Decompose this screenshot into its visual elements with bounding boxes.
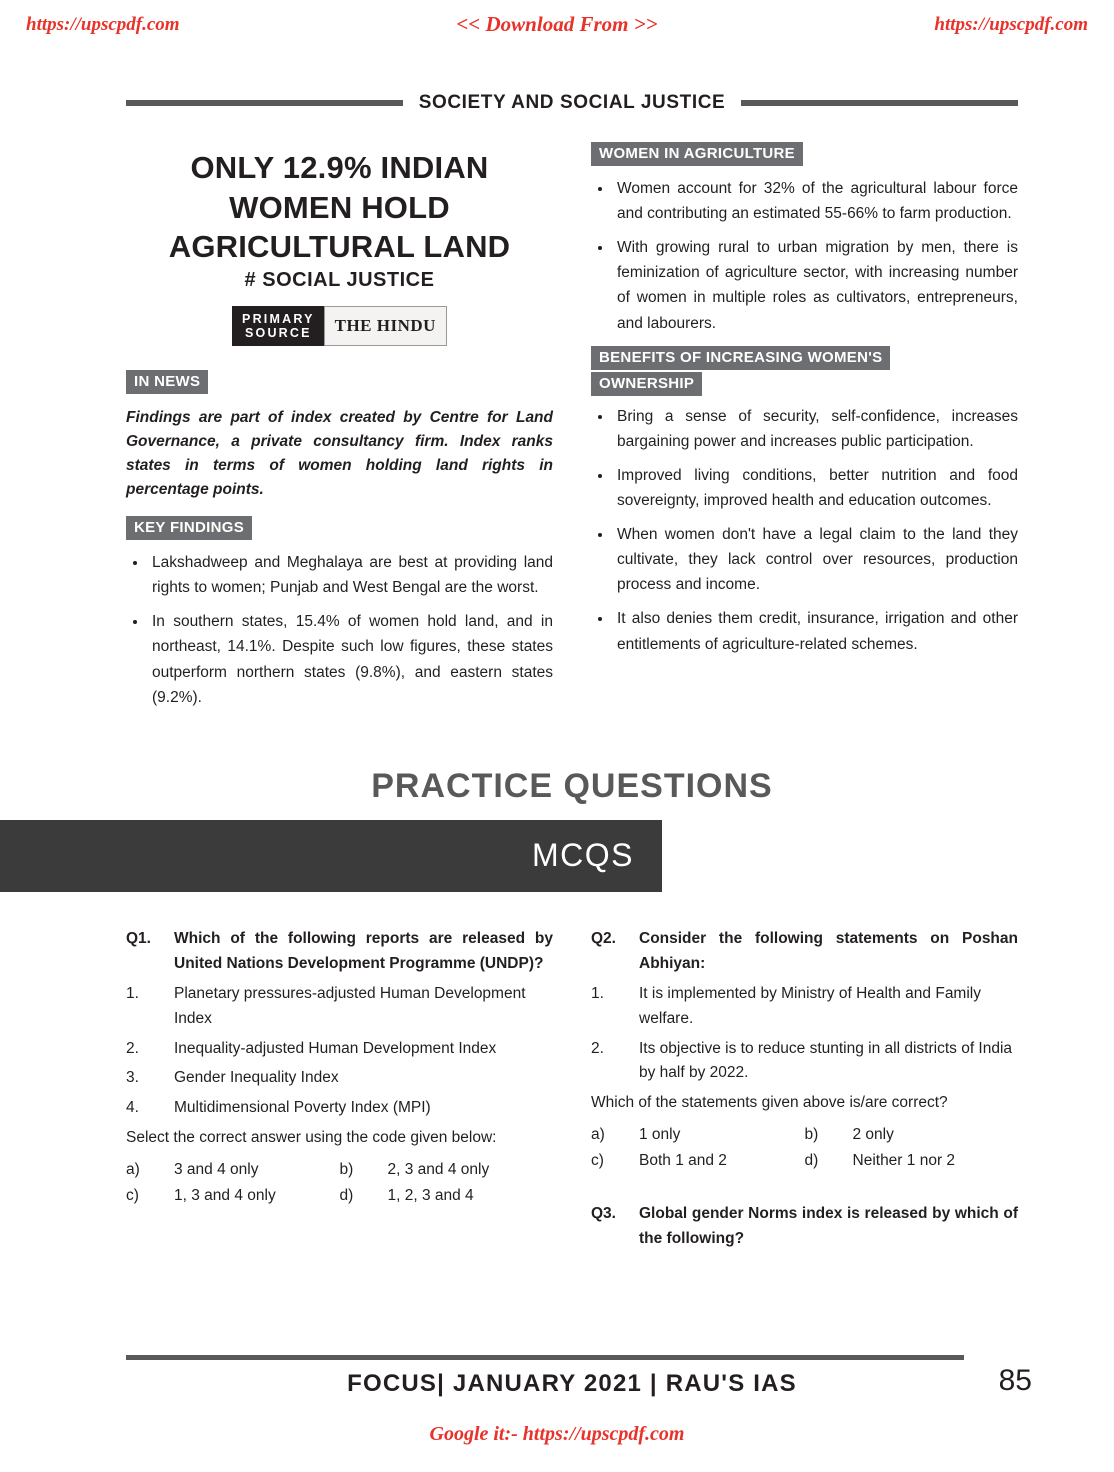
article-headline: ONLY 12.9% INDIAN WOMEN HOLD AGRICULTURAL LAND <box>168 150 511 265</box>
benefits-tag-line2: OWNERSHIP <box>591 372 702 396</box>
page-number: 85 <box>998 1364 1032 1397</box>
question-instruction: Select the correct answer using the code given below: <box>126 1128 497 1146</box>
options-grid <box>126 1157 553 1210</box>
section-title: SOCIETY AND SOCIAL JUSTICE <box>418 92 726 113</box>
statement-marker: 2. <box>126 1039 139 1057</box>
option-d[interactable] <box>805 1148 1019 1174</box>
statement-item <box>126 1037 553 1062</box>
list-item: • Women account for 32% of the agricultural labour force and contributing an estimated 55-66% to farm production. <box>613 176 1018 226</box>
question-text: Global gender Norms index is released by which of the following? <box>639 1204 1018 1247</box>
list-item: • In southern states, 15.4% of women hold land, and in northeast, 14.1%. Despite such low figures, these states outperform northern states (9.8%), and eastern states (9.2%). <box>148 609 553 709</box>
statement-marker: 3. <box>126 1069 139 1087</box>
option-text: 3 and 4 only <box>174 1160 259 1178</box>
option-marker: d) <box>339 1187 354 1205</box>
statement-marker: 1. <box>591 984 604 1002</box>
statement-marker: 2. <box>591 1039 604 1057</box>
option-text: 1 only <box>639 1125 681 1143</box>
option-text: 2, 3 and 4 only <box>387 1160 490 1178</box>
questions-columns <box>126 926 1018 1257</box>
question-number: Q1. <box>126 929 151 947</box>
section-rule-right <box>741 100 1018 106</box>
question-heading <box>591 1201 1018 1251</box>
option-a[interactable] <box>126 1157 340 1183</box>
primary-source-line1: PRIMARY <box>242 312 315 327</box>
option-text: Both 1 and 2 <box>639 1152 727 1170</box>
list-item: • When women don't have a legal claim to the land they cultivate, they lack control over resources, production process and income. <box>613 522 1018 597</box>
footer-row <box>126 1364 1032 1398</box>
page-content <box>126 92 1018 1257</box>
question-text: Consider the following statements on Poshan Abhiyan: <box>639 929 1018 972</box>
section-header <box>126 92 1018 114</box>
question-block <box>591 926 1018 1175</box>
question-block <box>126 926 553 1210</box>
question-heading <box>126 926 553 976</box>
question-spacer <box>591 1175 1018 1201</box>
statement-marker: 1. <box>126 984 139 1002</box>
article-left-column <box>126 140 553 719</box>
question-block <box>591 1201 1018 1251</box>
footer-text: FOCUS| JANUARY 2021 | RAU'S IAS <box>347 1370 797 1397</box>
option-text: 2 only <box>852 1125 894 1143</box>
question-heading <box>591 926 1018 976</box>
article-right-column <box>591 140 1018 666</box>
statement-text: Multidimensional Poverty Index (MPI) <box>174 1099 431 1117</box>
option-text: Neither 1 nor 2 <box>852 1152 956 1170</box>
statement-text: It is implemented by Ministry of Health and Family welfare. <box>639 984 981 1027</box>
statement-marker: 4. <box>126 1099 139 1117</box>
option-marker: a) <box>591 1125 605 1143</box>
option-a[interactable] <box>591 1122 805 1148</box>
questions-right-column <box>591 926 1018 1257</box>
primary-source-badge <box>126 306 553 346</box>
list-item: • With growing rural to urban migration by men, there is feminization of agriculture sector, with increasing number of women in multiple roles as cultivators, entrepreneurs, and labourers. <box>613 235 1018 335</box>
statement-text: Inequality-adjusted Human Development Index <box>174 1039 497 1057</box>
in-news-text: Findings are part of index created by Centre for Land Governance, a private consultancy firm. Index ranks states in terms of women holding land rights in percentage points. <box>126 409 553 499</box>
list-item: • Bring a sense of security, self-confidence, increases bargaining power and increases public participation. <box>613 404 1018 454</box>
option-b[interactable] <box>805 1122 1019 1148</box>
list-item: • It also denies them credit, insurance, irrigation and other entitlements of agriculture-related schemes. <box>613 606 1018 656</box>
option-marker: c) <box>126 1187 139 1205</box>
option-marker: c) <box>591 1152 604 1170</box>
option-b[interactable] <box>340 1157 554 1183</box>
footer-rule <box>126 1355 964 1360</box>
option-text: 1, 2, 3 and 4 <box>387 1187 474 1205</box>
watermark-center-text: << Download From >> <box>456 12 658 36</box>
primary-source-line2: SOURCE <box>244 326 312 341</box>
primary-source-label <box>232 306 324 346</box>
source-publication-name: THE HINDU <box>324 306 447 346</box>
watermark-right-link[interactable]: https://upscpdf.com <box>934 13 1088 35</box>
statement-item <box>126 982 553 1032</box>
benefits-tag-group <box>591 346 1018 396</box>
options-grid <box>591 1122 1018 1175</box>
women-in-agriculture-list <box>591 176 1018 336</box>
option-marker: b) <box>804 1125 819 1143</box>
list-item: • Improved living conditions, better nutrition and food sovereignty, improved health and education outcomes. <box>613 463 1018 513</box>
statement-item <box>126 1096 553 1121</box>
article-columns <box>126 140 1018 719</box>
statement-item <box>591 1037 1018 1087</box>
practice-questions-title: PRACTICE QUESTIONS <box>371 766 773 805</box>
statement-item <box>591 982 1018 1032</box>
mcqs-band <box>0 820 662 892</box>
benefits-tag-line1: BENEFITS OF INCREASING WOMEN'S <box>591 346 890 370</box>
key-findings-tag: KEY FINDINGS <box>126 516 252 540</box>
bottom-watermark[interactable]: Google it:- https://upscpdf.com <box>429 1423 685 1445</box>
question-text: Which of the following reports are released by United Nations Development Programme (UNDP)? <box>174 929 553 972</box>
questions-left-column <box>126 926 553 1210</box>
statement-text: Its objective is to reduce stunting in all districts of India by half by 2022. <box>639 1039 1013 1082</box>
statement-item <box>126 1066 553 1091</box>
women-in-agriculture-tag: WOMEN IN AGRICULTURE <box>591 142 803 166</box>
section-rule-left <box>126 100 403 106</box>
list-item: • Lakshadweep and Meghalaya are best at providing land rights to women; Punjab and West Bengal are the worst. <box>148 550 553 600</box>
watermark-left-link[interactable]: https://upscpdf.com <box>26 13 180 35</box>
option-text: 1, 3 and 4 only <box>174 1187 276 1205</box>
in-news-tag: IN NEWS <box>126 370 208 394</box>
option-c[interactable] <box>126 1183 340 1209</box>
option-d[interactable] <box>340 1183 554 1209</box>
question-number: Q2. <box>591 929 616 947</box>
question-instruction: Which of the statements given above is/are correct? <box>591 1094 948 1112</box>
mcqs-label: MCQS <box>532 837 634 874</box>
page-footer <box>126 1355 1032 1398</box>
question-number: Q3. <box>591 1204 616 1222</box>
top-watermark-bar <box>0 12 1114 37</box>
article-hashtag: # SOCIAL JUSTICE <box>244 269 435 292</box>
option-c[interactable] <box>591 1148 805 1174</box>
key-findings-list <box>126 550 553 710</box>
option-marker: b) <box>339 1160 354 1178</box>
statement-text: Planetary pressures-adjusted Human Development Index <box>174 984 526 1027</box>
option-marker: d) <box>804 1152 819 1170</box>
benefits-list <box>591 404 1018 657</box>
statement-text: Gender Inequality Index <box>174 1069 339 1087</box>
option-marker: a) <box>126 1160 140 1178</box>
